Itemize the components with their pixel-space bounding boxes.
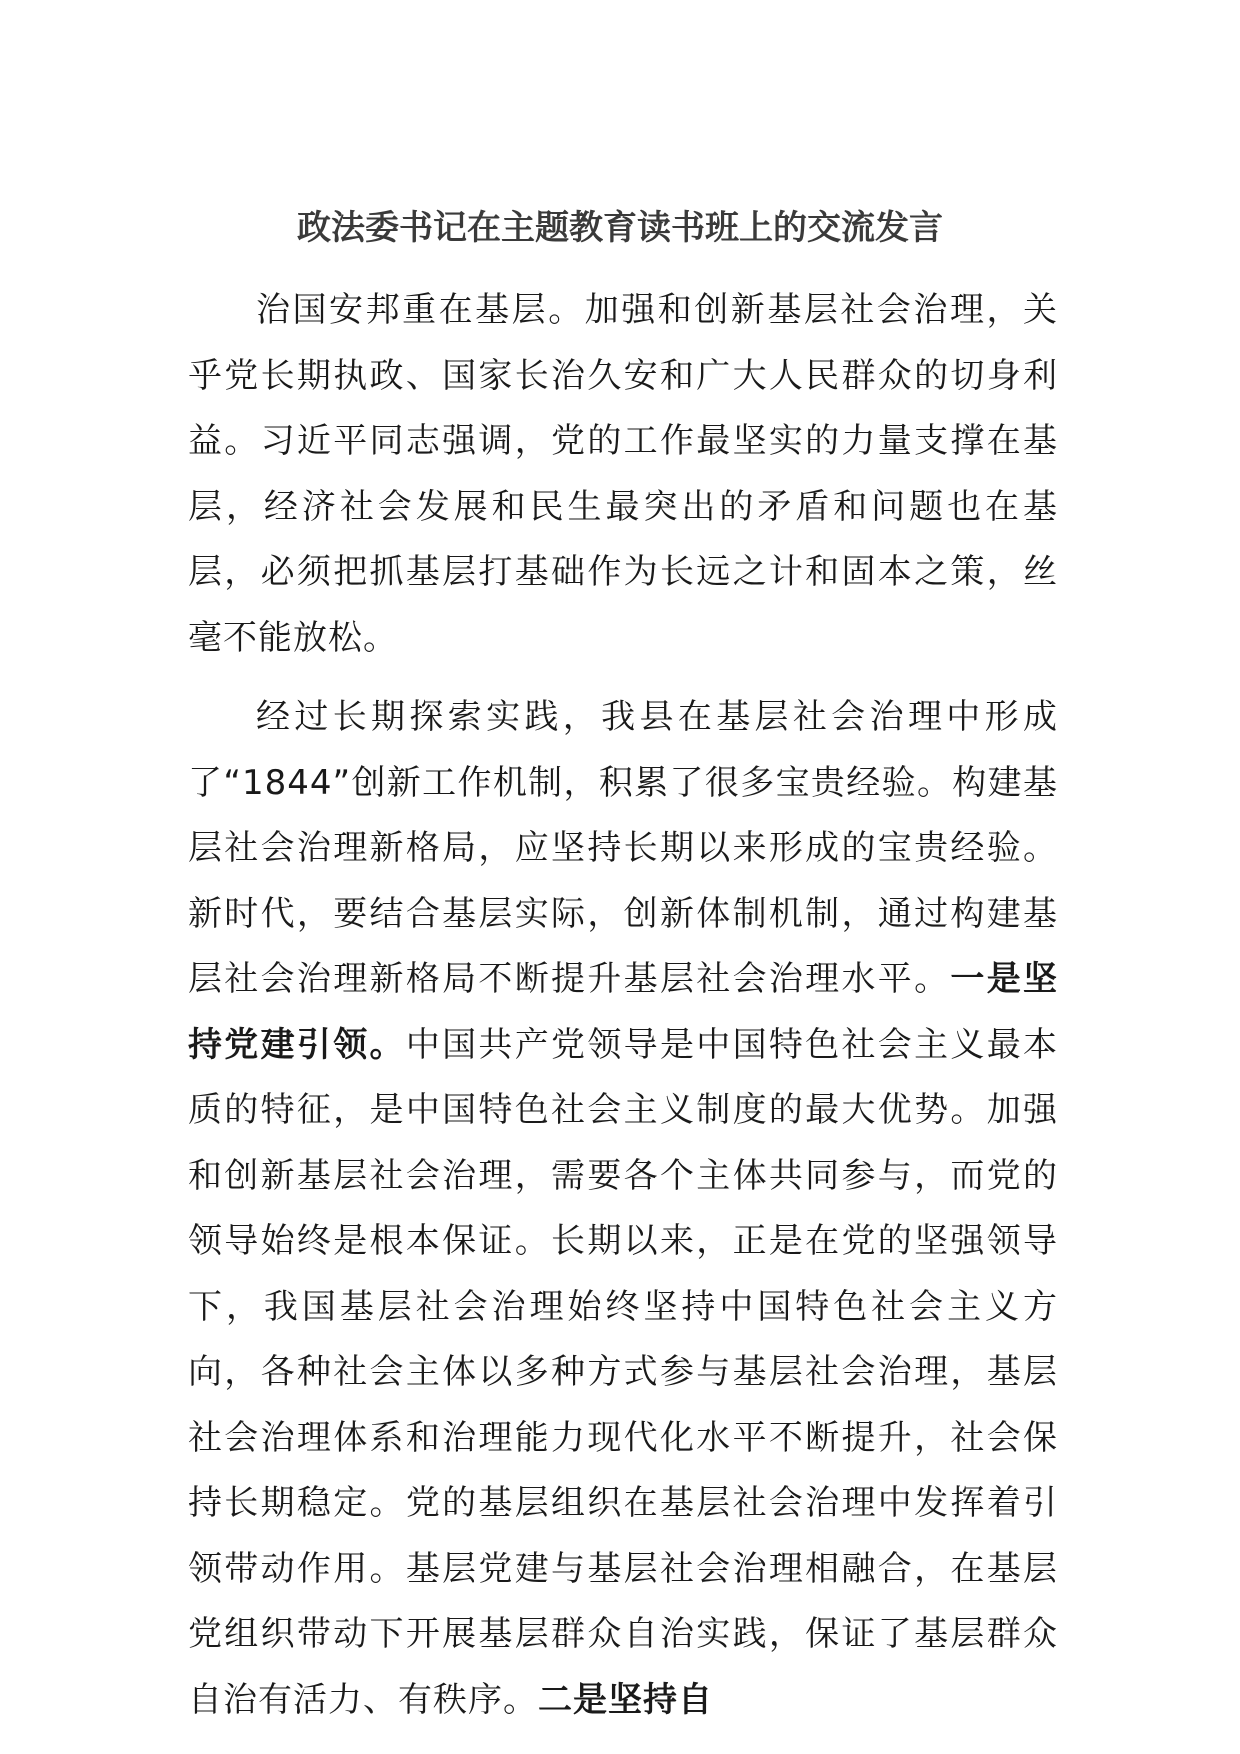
- paragraph-2-text-2: 中国共产党领导是中国特色社会主义最本质的特征，是中国特色社会主义制度的最大优势。加强和创新基层社会治理，需要各个主体共同参与，而党的领导始终是根本保证。长期以来，正是在党的坚强领导下，我国基层社会治理始终坚持中国特色社会主义方向，各种社会主体以多种方式参与基层社会治理，基层社会治理体系和治理能力现代化水平不断提升，社会保持长期稳定。党的基层组织在基层社会治理中发挥着引领带动作用。基层党建与基层社会治理相融合，在基层党组织带动下开展基层群众自治实践，保证了基层群众自治有活力、有秩序。: [188, 1024, 1059, 1720]
- document-title: 政法委书记在主题教育读书班上的交流发言: [297, 208, 943, 248]
- paragraph-1-text: 治国安邦重在基层。加强和创新基层社会治理，关乎党长期执政、国家长治久安和广大人民群众的切身利益。习近平同志强调，党的工作最坚实的力量支撑在基层，经济社会发展和民生最突出的矛盾和问题也在基层，必须把抓基层打基础作为长远之计和固本之策，丝毫不能放松。: [188, 290, 1058, 658]
- paragraph-1: [188, 278, 1058, 671]
- paragraph-2-heading-1: 一是坚持党建引领。: [188, 959, 1058, 1065]
- paragraph-2-text-1: 经过长期探索实践，我县在基层社会治理中形成了“1844”创新工作机制，积累了很多宝贵经验。构建基层社会治理新格局，应坚持长期以来形成的宝贵经验。新时代，要结合基层实际，创新体制机制，通过构建基层社会治理新格局不断提升基层社会治理水平。: [188, 697, 1058, 999]
- paragraph-2-heading-2: 二是坚持自: [538, 1679, 713, 1720]
- paragraph-2: [188, 685, 1058, 1733]
- document-body: [188, 278, 1058, 1733]
